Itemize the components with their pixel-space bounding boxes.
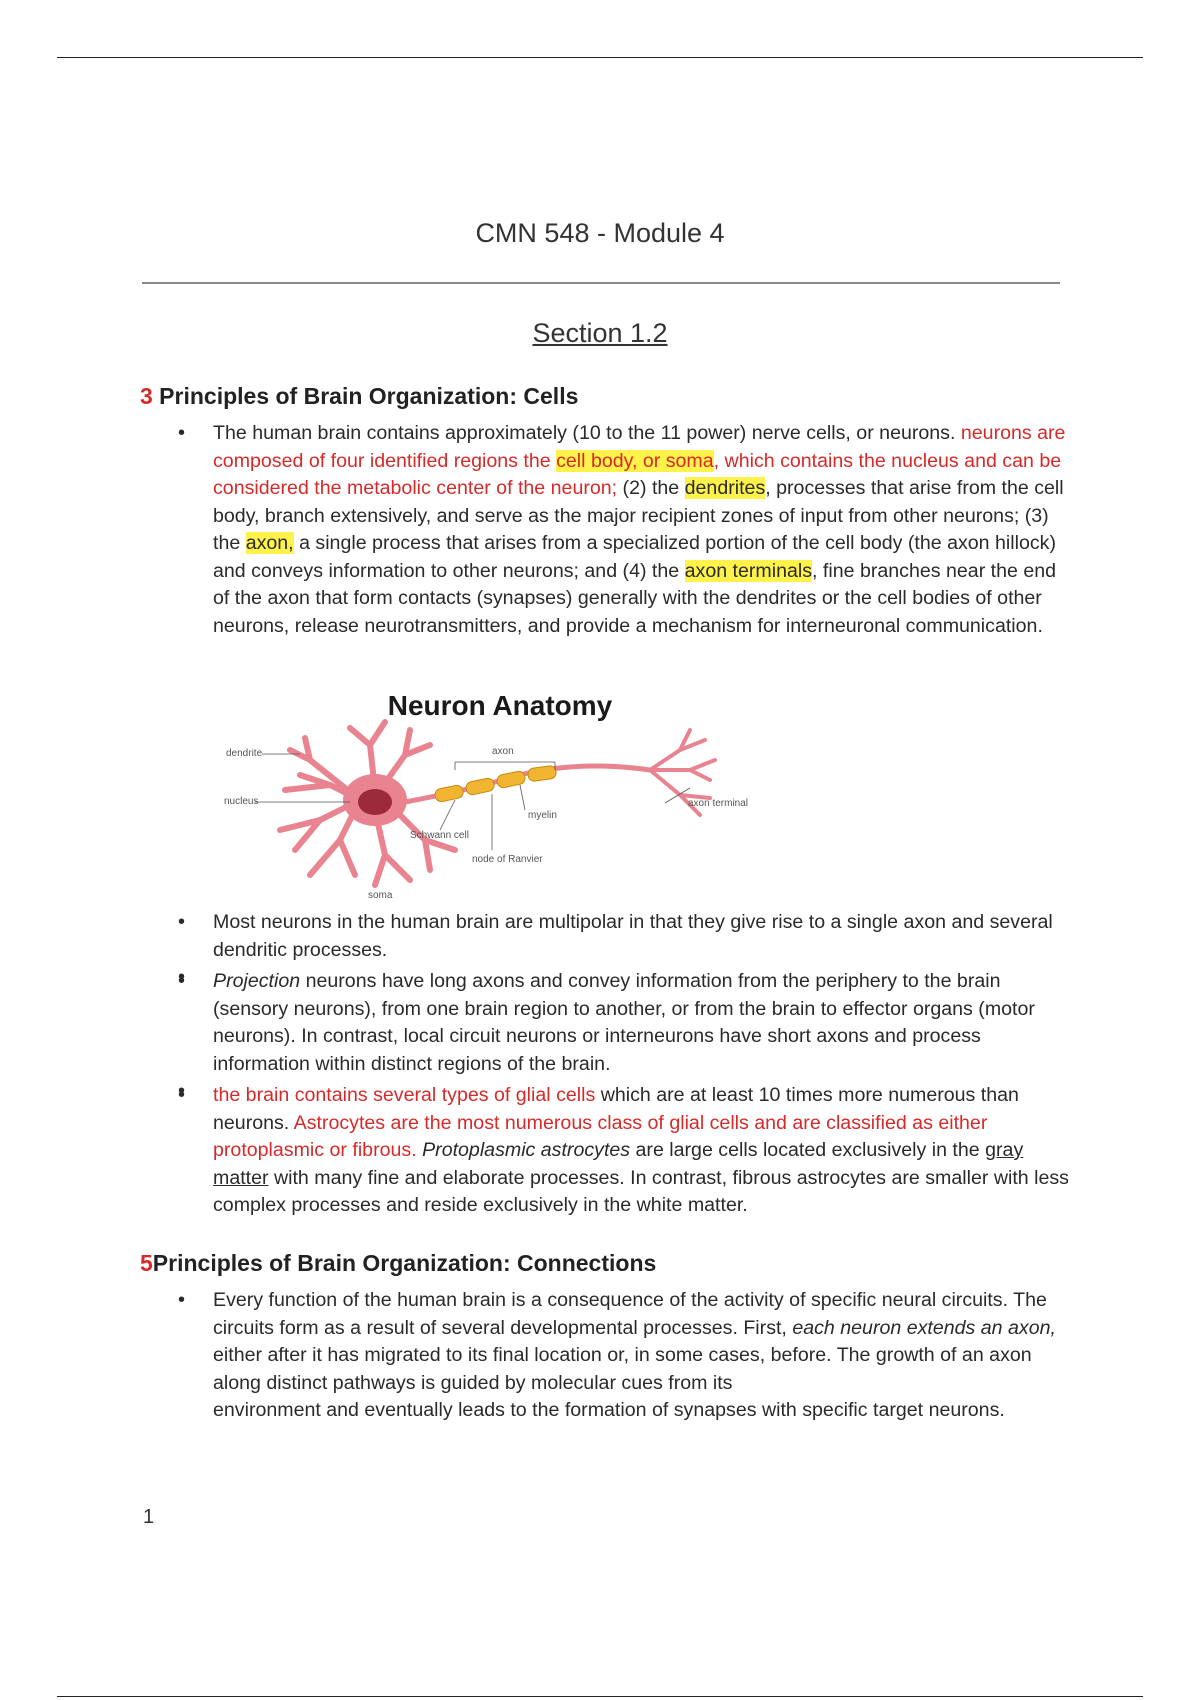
italic-span: Protoplasmic astrocytes	[422, 1139, 631, 1161]
heading-cells-text: Principles of Brain Organization: Cells	[152, 383, 579, 409]
heading-cells	[140, 383, 578, 410]
italic-span: Projection	[213, 970, 301, 992]
text-span: (2) the	[617, 477, 685, 499]
label-axon: axon	[492, 746, 514, 757]
neuron-anatomy-figure	[210, 690, 790, 900]
neuron-illustration	[210, 690, 790, 900]
text-span: are large cells located exclusively in the	[630, 1139, 986, 1161]
highlight-axon-terminals: axon terminals	[684, 559, 813, 582]
highlight-cell-body: cell body, or soma	[556, 449, 714, 472]
bullet-neuron-regions	[174, 420, 1074, 640]
label-schwann-cell: Schwann cell	[410, 830, 469, 841]
top-rule	[57, 57, 1143, 58]
text-span: neurons have long axons and convey information from the periphery to the brain (sensory neurons), from one brain region to another, or from the brain to effector organs (motor neurons). In contrast, local circuit neurons or interneurons have short axons and process information within distinct regions of the brain.	[213, 970, 1035, 1075]
bottom-rule	[57, 1696, 1143, 1697]
heading-connections	[140, 1250, 656, 1277]
bullet-glial-cells	[174, 1082, 1074, 1220]
nucleus-shape	[358, 789, 392, 815]
label-myelin: myelin	[528, 810, 557, 821]
bullet-multipolar: • Most neurons in the human brain are multipolar in that they give rise to a single axon and several dendritic processes.	[174, 909, 1074, 964]
label-node-of-ranvier: node of Ranvier	[472, 854, 543, 865]
page-number: 1	[143, 1506, 155, 1528]
bullet-projection-neurons	[174, 968, 1074, 1078]
heading-connections-number: 5	[140, 1250, 153, 1276]
text-span: The human brain contains approximately (10 to the 11 power) nerve cells, or neurons.	[213, 422, 961, 444]
text-span: , processes that arise from the cell body, branch extensively, and serve as the major recipient zones of input from other neurons; (3) the	[213, 477, 1064, 554]
text-span: , fine branches near the end of the axon that form contacts (synapses) generally with the dendrites or the cell bodies of other neurons, release neurotransmitters, and provide a mechanism for interneuronal communication.	[213, 559, 1057, 637]
label-soma: soma	[368, 890, 393, 901]
italic-span: each neuron extends an axon,	[792, 1316, 1056, 1339]
text-span: with many fine and elaborate processes. In contrast, fibrous astrocytes are smaller with less complex processes and reside exclusively in the white matter.	[213, 1166, 1069, 1216]
bullet-neural-circuits	[174, 1287, 1074, 1425]
document-title: CMN 548 - Module 4	[475, 218, 725, 248]
underlined-gray-matter: gray matter	[213, 1139, 1024, 1189]
red-text-span: neurons are composed of four identified regions the	[213, 422, 1066, 472]
text-span: a single process that arises from a specialized portion of the cell body (the axon hillock) and conveys information to other neurons; and (4) the	[213, 532, 1056, 582]
heading-cells-number: 3	[140, 383, 153, 409]
text-span: which are at least 10 times more numerous than neurons.	[213, 1084, 1019, 1134]
text-span: environment and eventually leads to the formation of synapses with specific target neurons.	[213, 1399, 1005, 1421]
highlight-dendrites: dendrites	[684, 477, 766, 499]
title-divider	[142, 282, 1060, 284]
label-nucleus: nucleus	[224, 796, 259, 807]
text-span: either after it has migrated to its final location or, in some cases, before. The growth of an axon along distinct pathways is guided by molecular cues from its	[213, 1344, 1032, 1394]
cells-list-part1	[174, 420, 1074, 640]
section-title: Section 1.2	[532, 318, 668, 348]
label-dendrite: dendrite	[226, 748, 263, 759]
red-text-span: , which contains the nucleus and can be considered the metabolic center of the neuron;	[213, 449, 1062, 499]
red-text-span: the brain contains several types of glial cells	[213, 1084, 596, 1106]
highlight-axon: axon,	[245, 532, 294, 554]
figure-title: Neuron Anatomy	[387, 690, 613, 721]
heading-connections-text: Principles of Brain Organization: Connections	[152, 1250, 657, 1276]
label-axon-terminal: axon terminal	[688, 798, 749, 809]
connections-list	[174, 1287, 1074, 1425]
cells-list-part2	[174, 909, 1074, 1220]
red-text-span: Astrocytes are the most numerous class of glial cells and are classified as either protoplasmic or fibrous.	[213, 1111, 988, 1161]
text-span: Every function of the human brain is a consequence of the activity of specific neural circuits. The circuits form as a result of several developmental processes. First,	[213, 1289, 1047, 1339]
